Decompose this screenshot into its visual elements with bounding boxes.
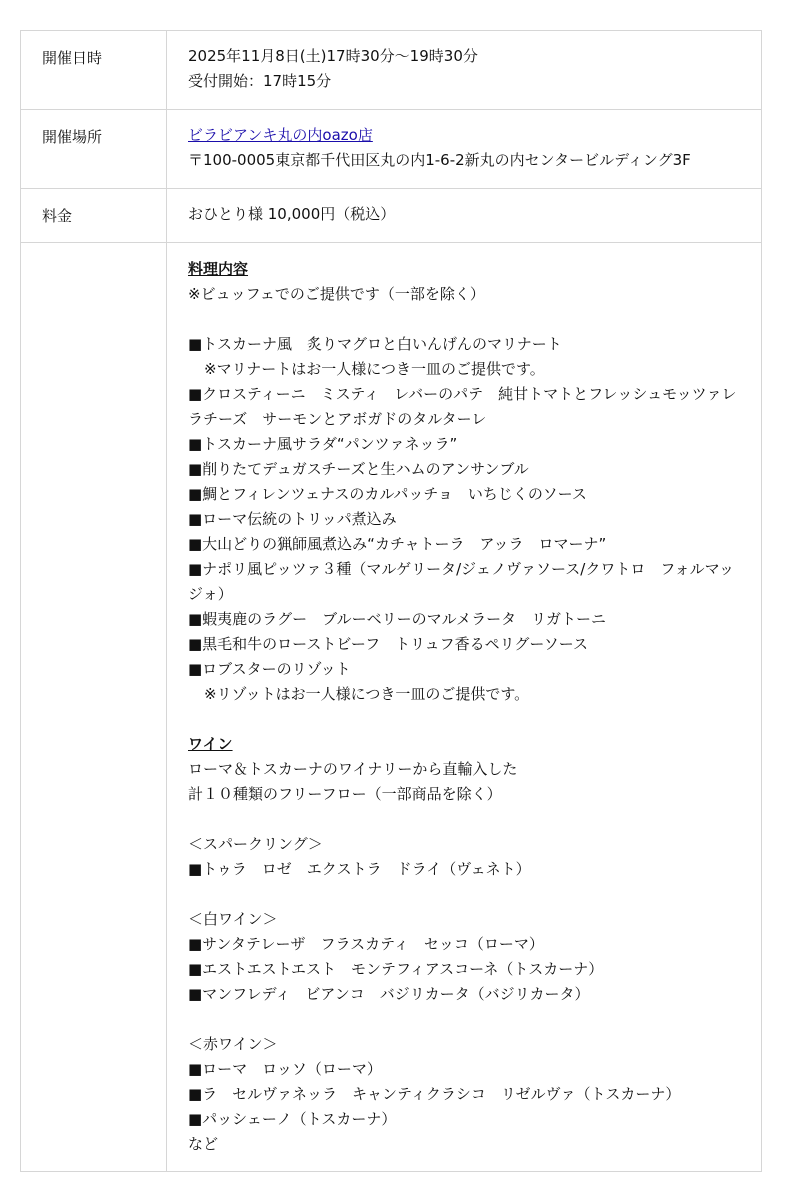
wine-item: ■ラ セルヴァネッラ キャンティクラシコ リゼルヴァ（トスカーナ） — [188, 1085, 681, 1103]
label-venue: 開催場所 — [42, 128, 103, 146]
dish-item: ■ロブスターのリゾット — [188, 660, 351, 678]
wine-item: ■ローマ ロッソ（ローマ） — [188, 1060, 382, 1078]
wine-intro: ローマ＆トスカーナのワイナリーから直輸入した — [188, 760, 518, 778]
event-info-table — [20, 30, 762, 1172]
wine-item: ■パッシェーノ（トスカーナ） — [188, 1110, 397, 1128]
row-venue — [21, 110, 762, 189]
label-cell-datetime — [21, 31, 167, 110]
value-cell-menu — [167, 243, 762, 1172]
event-date-time: 2025年11月8日(土)17時30分〜19時30分 — [188, 47, 478, 65]
cuisine-note: ※ビュッフェでのご提供です（一部を除く） — [188, 285, 485, 303]
fee-value: おひとり様 10,000円（税込） — [188, 205, 396, 223]
wine-item: ■サンタテレーザ フラスカティ セッコ（ローマ） — [188, 935, 544, 953]
cuisine-heading: 料理内容 — [188, 260, 249, 278]
row-fee — [21, 189, 762, 243]
dish-item: ■蝦夷鹿のラグー ブルーベリーのマルメラータ リガトーニ — [188, 610, 606, 628]
wine-item: ■トゥラ ロゼ エクストラ ドライ（ヴェネト） — [188, 860, 531, 878]
dish-item: ■トスカーナ風サラダ“パンツァネッラ” — [188, 435, 458, 453]
dish-note: ※リゾットはお一人様につき一皿のご提供です。 — [204, 685, 530, 703]
dish-item: ■トスカーナ風 炙りマグロと白いんげんのマリナート — [188, 335, 562, 353]
row-menu — [21, 243, 762, 1172]
value-cell-venue — [167, 110, 762, 189]
dish-item: ■クロスティーニ ミスティ レバーのパテ 純甘トマトとフレッシュモッツァレラチーズ サーモンとアボガドのタルターレ — [188, 385, 737, 428]
reception-start: 受付開始：17時15分 — [188, 72, 332, 90]
closing-text: など — [188, 1135, 219, 1153]
dish-item: ■黒毛和牛のローストビーフ トリュフ香るペリグーソース — [188, 635, 588, 653]
value-cell-fee — [167, 189, 762, 243]
white-wine-heading: ＜白ワイン＞ — [188, 910, 278, 928]
dish-item: ■削りたてデュガスチーズと生ハムのアンサンブル — [188, 460, 529, 478]
label-menu — [21, 243, 166, 260]
wine-intro: 計１０種類のフリーフロー（一部商品を除く） — [188, 785, 502, 803]
event-info — [20, 30, 762, 1172]
label-cell-venue — [21, 110, 167, 189]
label-datetime: 開催日時 — [42, 49, 103, 67]
wine-heading: ワイン — [188, 735, 233, 753]
dish-note: ※マリナートはお一人様につき一皿のご提供です。 — [204, 360, 545, 378]
wine-item: ■エストエストエスト モンテフィアスコーネ（トスカーナ） — [188, 960, 604, 978]
dish-item: ■大山どりの猟師風煮込み“カチャトーラ アッラ ロマーナ” — [188, 535, 607, 553]
sparkling-heading: ＜スパークリング＞ — [188, 835, 323, 853]
red-wine-heading: ＜赤ワイン＞ — [188, 1035, 278, 1053]
label-cell-fee — [21, 189, 167, 243]
label-fee: 料金 — [42, 207, 73, 225]
wine-item: ■マンフレディ ビアンコ バジリカータ（バジリカータ） — [188, 985, 590, 1003]
venue-link[interactable]: ビラビアンキ丸の内oazo店 — [188, 126, 373, 144]
venue-address: 〒100-0005東京都千代田区丸の内1-6-2新丸の内センタービルディング3F — [188, 151, 691, 169]
dish-item: ■ローマ伝統のトリッパ煮込み — [188, 510, 397, 528]
row-datetime — [21, 31, 762, 110]
dish-item: ■ナポリ風ピッツァ３種（マルゲリータ/ジェノヴァソース/クワトロ フォルマッジォ） — [188, 560, 734, 603]
dish-item: ■鯛とフィレンツェナスのカルパッチョ いちじくのソース — [188, 485, 587, 503]
label-cell-menu — [21, 243, 167, 1172]
value-cell-datetime — [167, 31, 762, 110]
